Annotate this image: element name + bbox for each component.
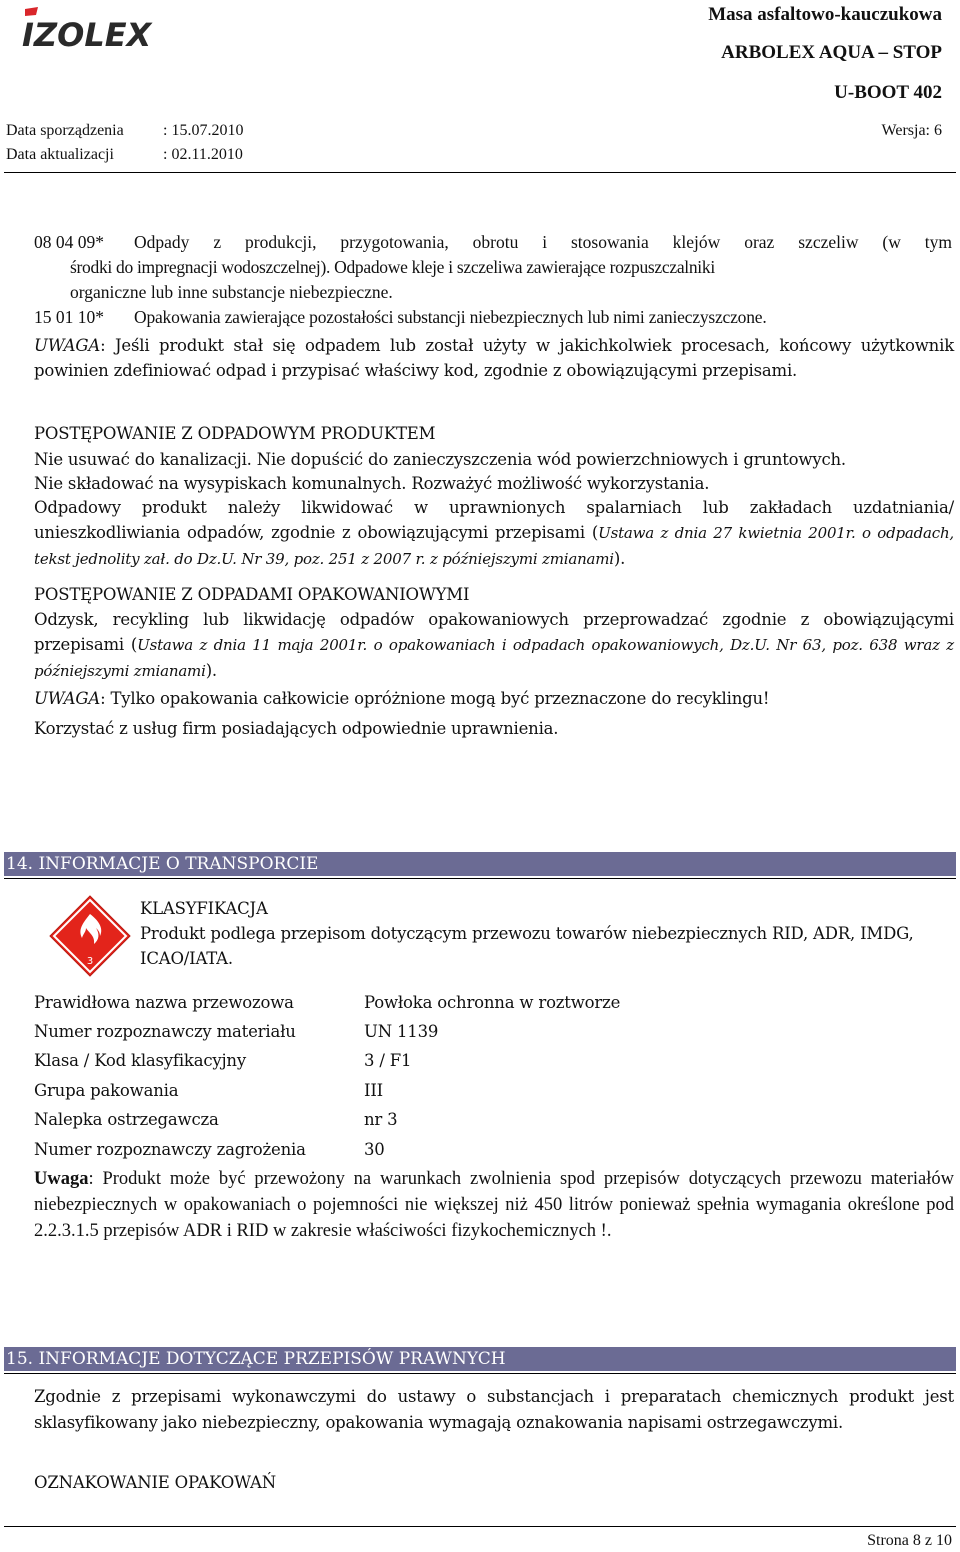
section-15-header	[4, 1347, 956, 1371]
labelling-heading: OZNAKOWANIE OPAKOWAŃ	[34, 1473, 276, 1492]
transport-key: Nalepka ostrzegawcza	[34, 1110, 219, 1129]
waste-code-desc-line1: Odpady z produkcji, przygotowania, obrotu i stosowania klejów oraz szczeliw (w tym	[134, 232, 952, 252]
packaging-waste-law-ref: Ustawa z dnia 11 maja 2001r. o opakowaniach i odpadach opakowaniowych, Dz.U. Nr 63, poz. 638 wraz z późniejszymi zmianami	[34, 636, 954, 680]
transport-key: Klasa / Kod klasyfikacyjny	[34, 1051, 246, 1070]
section-14-underline	[4, 878, 956, 879]
product-waste-para-end: ).	[613, 549, 626, 568]
waste-code: 08 04 09*	[34, 232, 104, 252]
flammable-liquid-hazard-icon	[48, 894, 132, 978]
product-name-line2: ARBOLEX AQUA – STOP	[721, 42, 942, 63]
section-15-title: 15. INFORMACJE DOTYCZĄCE PRZEPISÓW PRAWNYCH	[6, 1349, 506, 1369]
packaging-waste-para-end: ).	[205, 661, 217, 680]
section-15-underline	[4, 1373, 956, 1374]
waste-code-desc-line2: środki do impregnacji wodoszczelnej). Odpadowe kleje i szczeliwa zawierające rozpuszczalniki	[70, 257, 715, 277]
created-label: Data sporządzenia	[6, 122, 124, 139]
packaging-note: Korzystać z usług firm posiadających odpowiednie uprawnienia.	[34, 719, 559, 738]
page-number: Strona 8 z 10	[867, 1532, 952, 1549]
pictogram-class-number: 3	[86, 956, 94, 967]
transport-key: Numer rozpoznawczy zagrożenia	[34, 1140, 306, 1159]
product-name-line3: U-BOOT 402	[834, 82, 942, 103]
transport-uwaga-text: : Produkt może być przewożony na warunkach zwolnienia spod przepisów dotyczących przewozu materiałów niebezpiecznych w opakowaniach o pojemności nie większej niż 450 litrów ponieważ spełnia wymagania określone pod 2.2.3.1.5 przepisów ADR i RID w zakresie właściwości fizykochemicznych !.	[34, 1169, 954, 1241]
section-14-title: 14. INFORMACJE O TRANSPORCIE	[6, 854, 319, 874]
classification-heading: KLASYFIKACJA	[140, 899, 268, 918]
company-logo	[22, 6, 182, 50]
product-name-line1: Masa asfaltowo-kauczukowa	[708, 4, 942, 25]
waste-code: 15 01 10*	[34, 307, 104, 327]
classification-text: Produkt podlega przepisom dotyczącym przewozu towarów niebezpiecznych RID, ADR, IMDG, ICAO/IATA.	[140, 924, 914, 968]
product-waste-para: Odpadowy produkt należy likwidować w uprawnionych spalarniach lub zakładach uzdatniania/ unieszkodliwiania odpadów, zgodnie z obowiązującymi przepisami (	[34, 498, 954, 542]
waste-code-desc: Opakowania zawierające pozostałości substancji niebezpiecznych lub nimi zanieczyszczone.	[134, 307, 767, 327]
transport-value: nr 3	[364, 1110, 398, 1129]
flammable-pictogram	[48, 894, 132, 978]
packaging-waste-paragraph	[34, 607, 954, 684]
header-divider	[4, 172, 956, 173]
waste-code-desc-line3: organiczne lub inne substancje niebezpieczne.	[70, 282, 393, 302]
product-waste-line2: Nie składować na wysypiskach komunalnych. Rozważyć możliwość wykorzystania.	[34, 474, 710, 493]
uwaga-note	[34, 333, 954, 383]
packaging-uwaga-text: : Tylko opakowania całkowicie opróżnione mogą być przeznaczone do recyklingu!	[100, 689, 770, 708]
transport-key: Numer rozpoznawczy materiału	[34, 1022, 296, 1041]
section-14-header	[4, 852, 956, 876]
izolex-logo-icon	[22, 6, 182, 50]
transport-value: III	[364, 1081, 383, 1100]
version-label: Wersja: 6	[881, 122, 942, 139]
uwaga-label: UWAGA	[34, 336, 101, 355]
updated-value: : 02.11.2010	[163, 146, 243, 163]
product-waste-heading: POSTĘPOWANIE Z ODPADOWYM PRODUKTEM	[34, 424, 436, 443]
logo-text: IZOLEX	[22, 16, 152, 50]
product-waste-law-ref: Ustawa z dnia 27 kwietnia 2001r. o odpadach, tekst jednolity zał. do Dz.U. Nr 39, poz. 251 z 2007 r. z późniejszymi zmianami	[34, 524, 955, 568]
product-waste-line1: Nie usuwać do kanalizacji. Nie dopuścić do zanieczyszczenia wód powierzchniowych i gruntowych.	[34, 450, 846, 469]
uwaga-text: : Jeśli produkt stał się odpadem lub został użyty w jakichkolwiek procesach, końcowy użytkownik powinien zdefiniować odpad i przypisać właściwy kod, zgodnie z obowiązującymi przepisami.	[34, 336, 954, 380]
product-waste-paragraph	[34, 495, 954, 572]
footer-divider	[4, 1526, 956, 1527]
created-value: : 15.07.2010	[163, 122, 244, 139]
updated-label: Data aktualizacji	[6, 146, 114, 163]
transport-value: 30	[364, 1140, 385, 1159]
transport-key: Prawidłowa nazwa przewozowa	[34, 993, 294, 1012]
transport-uwaga-label: Uwaga	[34, 1169, 89, 1189]
packaging-waste-para: Odzysk, recykling lub likwidację odpadów opakowaniowych przeprowadzać zgodnie z obowiązującymi przepisami (	[34, 610, 954, 654]
transport-value: UN 1139	[364, 1022, 439, 1041]
transport-uwaga	[34, 1166, 954, 1244]
packaging-uwaga-label: UWAGA	[34, 689, 101, 708]
section-15-paragraph: Zgodnie z przepisami wykonawczymi do ustawy o substancjach i preparatach chemicznych produkt jest sklasyfikowany jako niebezpieczny, opakowania wymagają oznakowania napisami ostrzegawczymi.	[34, 1387, 954, 1432]
transport-value: 3 / F1	[364, 1051, 412, 1070]
packaging-uwaga	[34, 686, 769, 711]
transport-value: Powłoka ochronna w roztworze	[364, 993, 621, 1012]
packaging-waste-heading: POSTĘPOWANIE Z ODPADAMI OPAKOWANIOWYMI	[34, 585, 470, 604]
transport-key: Grupa pakowania	[34, 1081, 179, 1100]
